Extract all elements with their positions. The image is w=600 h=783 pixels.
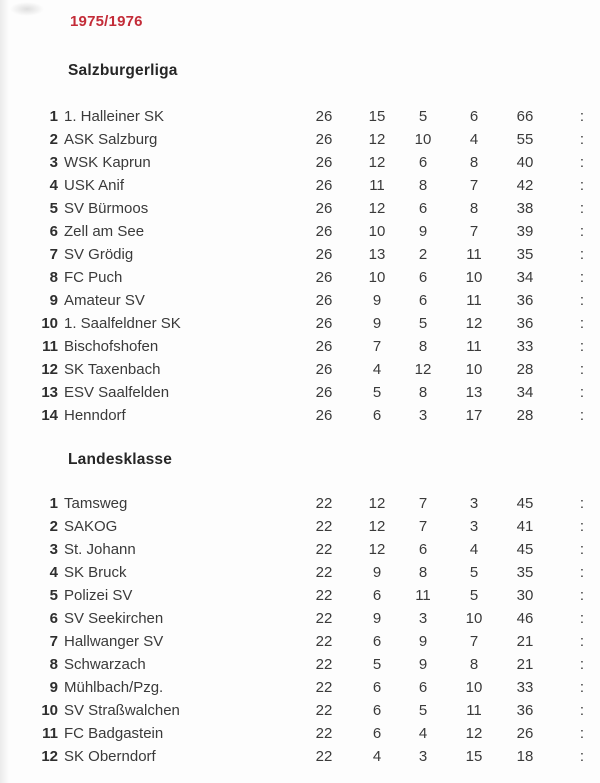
team-name: 1. Saalfeldner SK [64, 315, 181, 332]
games-played: 22 [315, 633, 333, 650]
wins-count: 9 [372, 315, 382, 332]
table-row [30, 128, 600, 151]
goals-separator-colon: : [579, 610, 584, 627]
games-played: 26 [315, 338, 333, 355]
goals-separator-colon: : [579, 541, 584, 558]
wins-count: 10 [368, 223, 386, 240]
draws-count: 9 [418, 656, 428, 673]
team-name: USK Anif [64, 177, 125, 194]
rank-number: 7 [49, 246, 58, 263]
rank-number: 2 [49, 131, 58, 148]
games-played: 22 [315, 587, 333, 604]
losses-count: 12 [465, 315, 483, 332]
games-played: 22 [315, 495, 333, 512]
rank-number: 5 [49, 200, 58, 217]
table-row [30, 266, 600, 289]
goals-separator-colon: : [579, 587, 584, 604]
draws-count: 3 [418, 748, 428, 765]
rank-number: 2 [49, 518, 58, 535]
wins-count: 12 [368, 541, 386, 558]
team-name: St. Johann [64, 541, 136, 558]
goals-separator-colon: : [579, 223, 584, 240]
losses-count: 17 [465, 407, 483, 424]
section-heading-salzburgerliga: Salzburgerliga [68, 62, 178, 79]
table-row [30, 653, 600, 676]
league-table-landesklasse [0, 492, 600, 768]
games-played: 22 [315, 725, 333, 742]
team-name: Polizei SV [64, 587, 133, 604]
draws-count: 8 [418, 338, 428, 355]
wins-count: 5 [372, 656, 382, 673]
goals-separator-colon: : [579, 495, 584, 512]
goals-for: 45 [516, 541, 534, 558]
losses-count: 11 [466, 292, 482, 309]
goals-separator-colon: : [579, 177, 584, 194]
table-row [30, 312, 600, 335]
rank-number: 7 [49, 633, 58, 650]
goals-for: 30 [516, 587, 534, 604]
team-name: Amateur SV [64, 292, 145, 309]
goals-for: 66 [516, 108, 534, 125]
games-played: 26 [315, 407, 333, 424]
goals-for: 21 [516, 656, 534, 673]
games-played: 26 [315, 223, 333, 240]
draws-count: 6 [418, 541, 428, 558]
draws-count: 9 [418, 633, 428, 650]
goals-for: 35 [516, 246, 534, 263]
games-played: 26 [315, 154, 333, 171]
rank-number: 4 [49, 177, 58, 194]
rank-number: 4 [49, 564, 58, 581]
draws-count: 8 [418, 384, 428, 401]
goals-for: 33 [516, 679, 534, 696]
losses-count: 3 [469, 518, 479, 535]
draws-count: 10 [414, 131, 432, 148]
games-played: 26 [315, 315, 333, 332]
rank-number: 3 [49, 154, 58, 171]
rank-number: 3 [49, 541, 58, 558]
games-played: 22 [315, 541, 333, 558]
games-played: 22 [315, 702, 333, 719]
rank-number: 1 [49, 108, 58, 125]
wins-count: 9 [372, 610, 382, 627]
losses-count: 11 [466, 246, 482, 263]
goals-separator-colon: : [579, 725, 584, 742]
section-heading-landesklasse: Landesklasse [68, 451, 173, 468]
goals-separator-colon: : [579, 679, 584, 696]
goals-separator-colon: : [579, 246, 584, 263]
games-played: 22 [315, 610, 333, 627]
table-row [30, 607, 600, 630]
table-row [30, 515, 600, 538]
wins-count: 15 [368, 108, 386, 125]
team-name: SV Grödig [64, 246, 134, 263]
goals-for: 39 [516, 223, 534, 240]
losses-count: 10 [465, 269, 483, 286]
team-name: SK Taxenbach [64, 361, 161, 378]
games-played: 26 [315, 292, 333, 309]
wins-count: 13 [368, 246, 386, 263]
losses-count: 11 [466, 338, 482, 355]
wins-count: 12 [368, 131, 386, 148]
games-played: 26 [315, 200, 333, 217]
losses-count: 11 [466, 702, 482, 719]
table-row [30, 151, 600, 174]
wins-count: 6 [372, 407, 382, 424]
goals-separator-colon: : [579, 656, 584, 673]
losses-count: 4 [469, 541, 479, 558]
goals-for: 18 [516, 748, 534, 765]
goals-separator-colon: : [579, 200, 584, 217]
draws-count: 6 [418, 154, 428, 171]
goals-separator-colon: : [579, 518, 584, 535]
wins-count: 9 [372, 564, 382, 581]
team-name: Henndorf [64, 407, 126, 424]
rank-number: 9 [49, 679, 58, 696]
team-name: ESV Saalfelden [64, 384, 170, 401]
goals-for: 42 [516, 177, 534, 194]
team-name: SV Seekirchen [64, 610, 164, 627]
goals-for: 26 [516, 725, 534, 742]
table-row [30, 174, 600, 197]
games-played: 22 [315, 656, 333, 673]
wins-count: 6 [372, 679, 382, 696]
draws-count: 7 [418, 518, 428, 535]
losses-count: 10 [465, 679, 483, 696]
draws-count: 12 [414, 361, 432, 378]
draws-count: 6 [418, 200, 428, 217]
rank-number: 12 [41, 748, 58, 765]
losses-count: 12 [465, 725, 483, 742]
team-name: Mühlbach/Pzg. [64, 679, 164, 696]
wins-count: 6 [372, 725, 382, 742]
draws-count: 7 [418, 495, 428, 512]
table-row [30, 584, 600, 607]
goals-for: 21 [516, 633, 534, 650]
wins-count: 6 [372, 587, 382, 604]
rank-number: 8 [49, 656, 58, 673]
wins-count: 4 [372, 748, 382, 765]
goals-for: 46 [516, 610, 534, 627]
table-row [30, 105, 600, 128]
rank-number: 6 [49, 610, 58, 627]
team-name: ASK Salzburg [64, 131, 158, 148]
goals-separator-colon: : [579, 564, 584, 581]
losses-count: 4 [469, 131, 479, 148]
team-name: SK Oberndorf [64, 748, 156, 765]
goals-for: 28 [516, 407, 534, 424]
table-row [30, 197, 600, 220]
rank-number: 11 [42, 338, 58, 355]
draws-count: 8 [418, 177, 428, 194]
losses-count: 10 [465, 610, 483, 627]
team-name: WSK Kaprun [64, 154, 151, 171]
goals-for: 41 [516, 518, 534, 535]
rank-number: 12 [41, 361, 58, 378]
goals-for: 38 [516, 200, 534, 217]
rank-number: 6 [49, 223, 58, 240]
wins-count: 9 [372, 292, 382, 309]
table-row [30, 538, 600, 561]
goals-for: 33 [516, 338, 534, 355]
table-row [30, 220, 600, 243]
draws-count: 5 [418, 702, 428, 719]
wins-count: 6 [372, 633, 382, 650]
team-name: SV Bürmoos [64, 200, 149, 217]
table-row [30, 745, 600, 768]
goals-separator-colon: : [579, 269, 584, 286]
table-row [30, 404, 600, 427]
league-table-salzburgerliga [0, 105, 600, 427]
wins-count: 11 [369, 177, 385, 194]
goals-separator-colon: : [579, 361, 584, 378]
rank-number: 14 [41, 407, 58, 424]
goals-separator-colon: : [579, 633, 584, 650]
page-title-season: 1975/1976 [70, 13, 143, 30]
losses-count: 5 [469, 564, 479, 581]
games-played: 22 [315, 518, 333, 535]
goals-separator-colon: : [579, 292, 584, 309]
goals-for: 34 [516, 269, 534, 286]
losses-count: 7 [469, 633, 479, 650]
scan-artifact-corner [10, 2, 44, 16]
games-played: 26 [315, 269, 333, 286]
draws-count: 3 [418, 610, 428, 627]
goals-for: 40 [516, 154, 534, 171]
wins-count: 4 [372, 361, 382, 378]
draws-count: 6 [418, 292, 428, 309]
losses-count: 10 [465, 361, 483, 378]
table-row [30, 699, 600, 722]
losses-count: 5 [469, 587, 479, 604]
draws-count: 6 [418, 269, 428, 286]
goals-for: 36 [516, 292, 534, 309]
team-name: FC Badgastein [64, 725, 164, 742]
draws-count: 9 [418, 223, 428, 240]
rank-number: 10 [41, 702, 58, 719]
goals-for: 45 [516, 495, 534, 512]
team-name: Bischofshofen [64, 338, 159, 355]
goals-separator-colon: : [579, 702, 584, 719]
rank-number: 11 [42, 725, 58, 742]
goals-for: 34 [516, 384, 534, 401]
games-played: 26 [315, 131, 333, 148]
losses-count: 7 [469, 177, 479, 194]
goals-separator-colon: : [579, 131, 584, 148]
games-played: 26 [315, 177, 333, 194]
goals-separator-colon: : [579, 748, 584, 765]
losses-count: 15 [465, 748, 483, 765]
draws-count: 2 [418, 246, 428, 263]
games-played: 22 [315, 564, 333, 581]
team-name: SV Straßwalchen [64, 702, 180, 719]
goals-separator-colon: : [579, 338, 584, 355]
losses-count: 13 [465, 384, 483, 401]
table-row [30, 335, 600, 358]
team-name: FC Puch [64, 269, 123, 286]
rank-number: 5 [49, 587, 58, 604]
team-name: Hallwanger SV [64, 633, 164, 650]
goals-separator-colon: : [579, 384, 584, 401]
draws-count: 4 [418, 725, 428, 742]
losses-count: 3 [469, 495, 479, 512]
table-row [30, 381, 600, 404]
table-row [30, 722, 600, 745]
goals-separator-colon: : [579, 407, 584, 424]
games-played: 26 [315, 246, 333, 263]
wins-count: 12 [368, 200, 386, 217]
losses-count: 8 [469, 656, 479, 673]
games-played: 26 [315, 361, 333, 378]
losses-count: 8 [469, 200, 479, 217]
team-name: SK Bruck [64, 564, 127, 581]
draws-count: 6 [418, 679, 428, 696]
team-name: Zell am See [64, 223, 145, 240]
goals-for: 28 [516, 361, 534, 378]
losses-count: 6 [469, 108, 479, 125]
goals-separator-colon: : [579, 315, 584, 332]
draws-count: 11 [415, 587, 431, 604]
games-played: 22 [315, 748, 333, 765]
table-row [30, 243, 600, 266]
wins-count: 12 [368, 495, 386, 512]
games-played: 26 [315, 108, 333, 125]
wins-count: 6 [372, 702, 382, 719]
table-row [30, 676, 600, 699]
team-name: Tamsweg [64, 495, 128, 512]
wins-count: 12 [368, 154, 386, 171]
draws-count: 5 [418, 108, 428, 125]
rank-number: 13 [41, 384, 58, 401]
losses-count: 8 [469, 154, 479, 171]
team-name: Schwarzach [64, 656, 146, 673]
table-row [30, 492, 600, 515]
goals-for: 36 [516, 702, 534, 719]
goals-separator-colon: : [579, 154, 584, 171]
games-played: 22 [315, 679, 333, 696]
losses-count: 7 [469, 223, 479, 240]
wins-count: 5 [372, 384, 382, 401]
rank-number: 9 [49, 292, 58, 309]
goals-separator-colon: : [579, 108, 584, 125]
wins-count: 12 [368, 518, 386, 535]
table-row [30, 561, 600, 584]
rank-number: 10 [41, 315, 58, 332]
goals-for: 55 [516, 131, 534, 148]
table-row [30, 358, 600, 381]
games-played: 26 [315, 384, 333, 401]
table-row [30, 630, 600, 653]
rank-number: 8 [49, 269, 58, 286]
goals-for: 35 [516, 564, 534, 581]
wins-count: 10 [368, 269, 386, 286]
draws-count: 5 [418, 315, 428, 332]
wins-count: 7 [372, 338, 382, 355]
goals-for: 36 [516, 315, 534, 332]
table-row [30, 289, 600, 312]
team-name: 1. Halleiner SK [64, 108, 165, 125]
rank-number: 1 [49, 495, 58, 512]
draws-count: 3 [418, 407, 428, 424]
draws-count: 8 [418, 564, 428, 581]
team-name: SAKOG [64, 518, 118, 535]
